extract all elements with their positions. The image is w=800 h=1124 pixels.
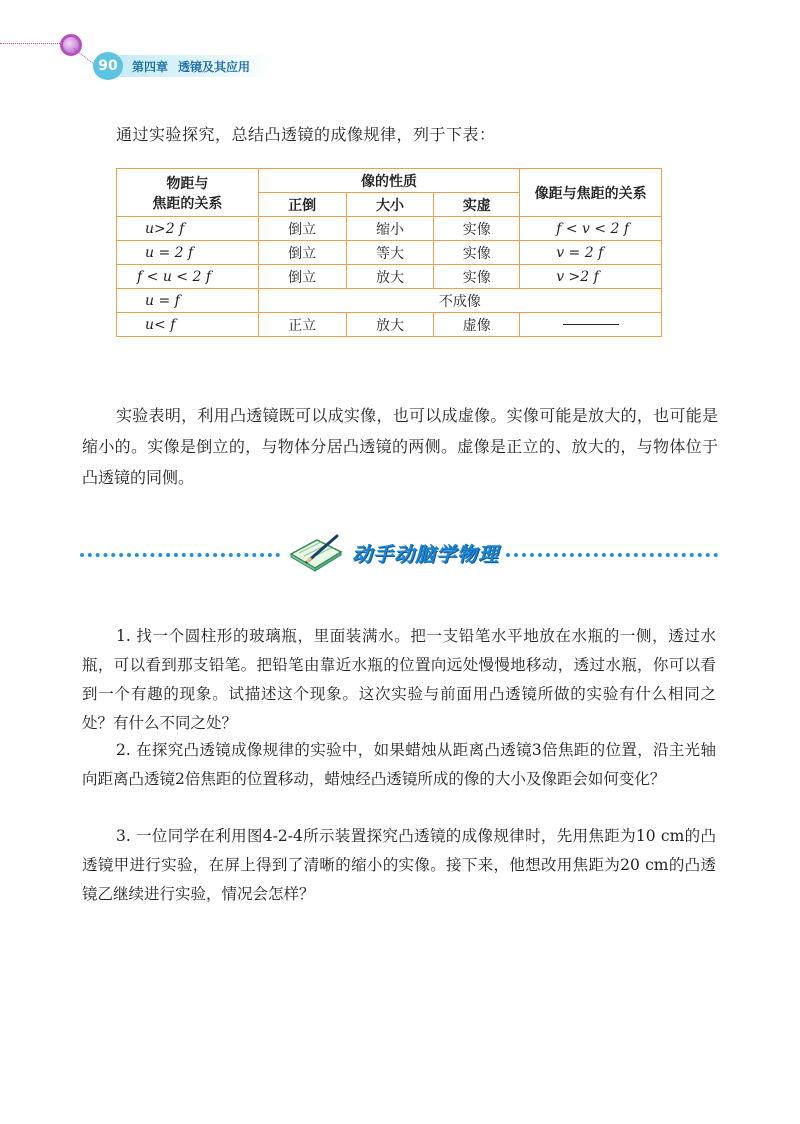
cell-orientation: 正立 (258, 313, 346, 337)
cell-relation: v = 2 f (520, 241, 662, 265)
cell-real-virtual: 实像 (434, 217, 520, 241)
cell-no-image: 不成像 (258, 289, 661, 313)
page-number: 90 (93, 52, 123, 80)
cell-relation: f < v < 2 f (520, 217, 662, 241)
cell-condition: u = 2 f (117, 241, 259, 265)
cell-relation: v >2 f (520, 265, 662, 289)
table-row (117, 241, 662, 265)
conclusion-paragraph (82, 400, 718, 493)
table-row (117, 313, 662, 337)
imaging-rules-table (116, 168, 662, 337)
chapter-title: 透镜及其应用 (178, 60, 251, 74)
section-dots-left (80, 553, 280, 557)
table-row (117, 289, 662, 313)
cell-size: 缩小 (346, 217, 434, 241)
cell-orientation: 倒立 (258, 217, 346, 241)
header-dotted-line (0, 43, 62, 44)
cell-condition: u< f (117, 313, 259, 337)
cell-condition: u = f (117, 289, 259, 313)
chapter-heading (132, 58, 250, 75)
cell-orientation: 倒立 (258, 241, 346, 265)
question-2 (82, 736, 716, 794)
notebook-pen-icon (287, 534, 343, 572)
cell-size: 放大 (346, 313, 434, 337)
dash-line (563, 324, 619, 325)
header-object-distance: 物距与 焦距的关系 (117, 169, 259, 217)
cell-real-virtual: 虚像 (434, 313, 520, 337)
table-row (117, 217, 662, 241)
cell-real-virtual: 实像 (434, 241, 520, 265)
question-text: 3. 一位同学在利用图4-2-4所示装置探究凸透镜的成像规律时，先用焦距为10 cm的凸透镜甲进行实验，在屏上得到了清晰的缩小的实像。接下来，他想改用焦距为20 cm的凸透镜乙继续进行实验，情况会怎样？ (82, 827, 716, 903)
cell-condition: f < u < 2 f (117, 265, 259, 289)
cell-real-virtual: 实像 (434, 265, 520, 289)
intro-text: 通过实验探究，总结凸透镜的成像规律，列于下表： (116, 125, 496, 144)
question-1 (82, 622, 716, 738)
question-text: 2. 在探究凸透镜成像规律的实验中，如果蜡烛从距离凸透镜3倍焦距的位置，沿主光轴向距离凸透镜2倍焦距的位置移动，蜡烛经凸透镜所成的像的大小及像距会如何变化？ (82, 741, 716, 788)
header-image-distance: 像距与焦距的关系 (520, 169, 662, 217)
cell-size: 放大 (346, 265, 434, 289)
header-orientation: 正倒 (258, 193, 346, 217)
conclusion-text: 实验表明，利用凸透镜既可以成实像，也可以成虚像。实像可能是放大的，也可能是缩小的。实像是倒立的，与物体分居凸透镜的两侧。虚像是正立的、放大的，与物体位于凸透镜的同侧。 (82, 406, 718, 487)
cell-condition: u>2 f (117, 217, 259, 241)
header-size: 大小 (346, 193, 434, 217)
header-real-virtual: 实虚 (434, 193, 520, 217)
chapter-label: 第四章 (132, 60, 169, 74)
cell-size: 等大 (346, 241, 434, 265)
question-3 (82, 822, 716, 909)
header-image-nature: 像的性质 (258, 169, 519, 193)
section-dots-right (506, 553, 718, 557)
cell-relation (520, 313, 662, 337)
section-title: 动手动脑学物理 (352, 542, 499, 566)
question-text: 1. 找一个圆柱形的玻璃瓶，里面装满水。把一支铅笔水平地放在水瓶的一侧，透过水瓶，可以看到那支铅笔。把铅笔由靠近水瓶的位置向远处慢慢地移动，透过水瓶，你可以看到一个有趣的现象。试描述这个现象。这次实验与前面用凸透镜所做的实验有什么相同之处？有什么不同之处？ (82, 627, 716, 732)
table-row (117, 265, 662, 289)
cell-orientation: 倒立 (258, 265, 346, 289)
